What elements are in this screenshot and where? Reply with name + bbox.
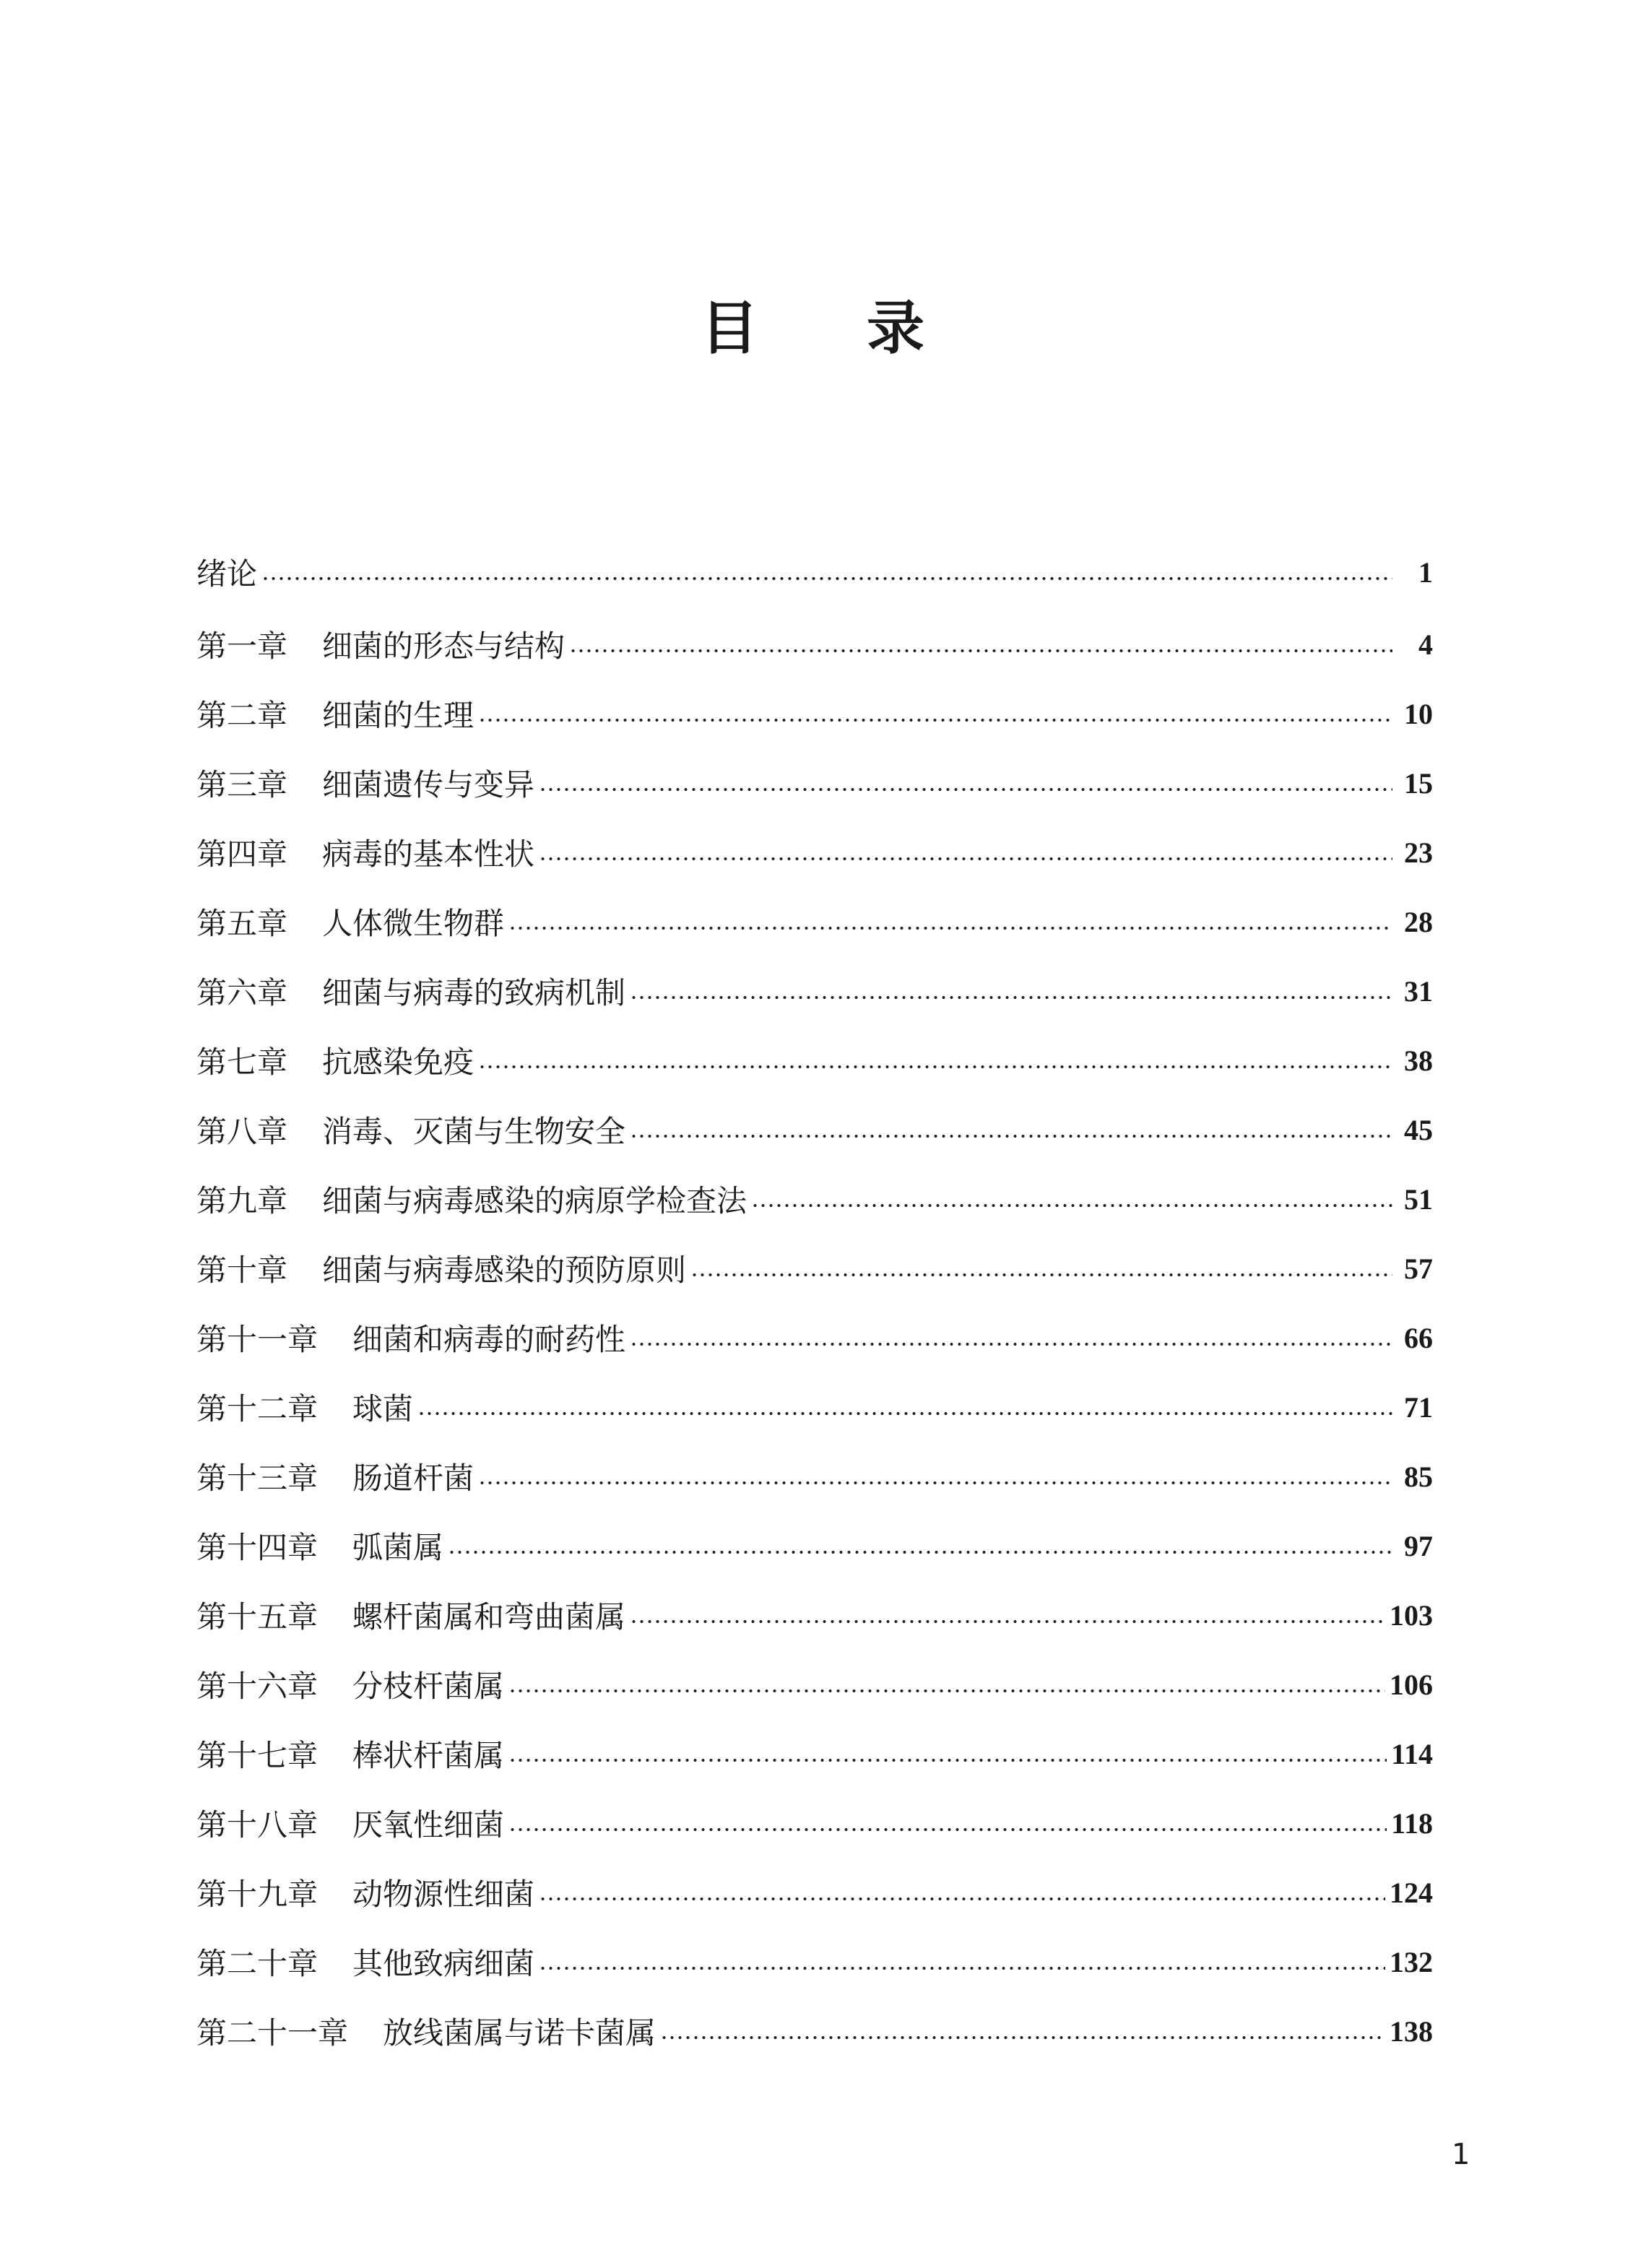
toc-entry[interactable] [196, 1095, 1433, 1164]
toc-chapter-label: 第六章 [196, 975, 288, 1010]
toc-chapter-label: 第四章 [196, 836, 288, 872]
toc-entry[interactable] [196, 1858, 1433, 1927]
toc-chapter-label: 第一章 [196, 628, 288, 664]
toc-dot-leader [539, 857, 1392, 861]
toc-entry-title: 抗感染免疫 [322, 1044, 474, 1080]
toc-page-number: 10 [1404, 697, 1433, 730]
toc-entry[interactable] [196, 1719, 1433, 1788]
toc-dot-leader [478, 1065, 1392, 1069]
toc-chapter-label: 第二十章 [196, 1946, 318, 1981]
page-title [0, 289, 1625, 368]
toc-chapter-label: 第十一章 [196, 1322, 318, 1357]
toc-dot-leader [539, 1897, 1385, 1901]
toc-page-number: 66 [1404, 1321, 1433, 1354]
toc-entry-title: 细菌与病毒的致病机制 [322, 975, 626, 1010]
toc-page-number: 118 [1391, 1806, 1433, 1840]
toc-entry-title: 细菌的形态与结构 [322, 628, 566, 664]
toc-dot-leader [508, 1758, 1387, 1762]
toc-entry-title: 厌氧性细菌 [352, 1807, 505, 1843]
toc-entry-title: 细菌和病毒的耐药性 [352, 1322, 626, 1357]
toc-dot-leader [539, 1966, 1385, 1970]
toc-page-number: 138 [1390, 2014, 1433, 2048]
toc-chapter-label: 第十八章 [196, 1807, 318, 1843]
toc-entry-title: 消毒、灭菌与生物安全 [322, 1114, 626, 1149]
toc-page-number: 4 [1418, 628, 1433, 661]
toc-entry-title: 绪论 [196, 556, 258, 592]
toc-page-number: 97 [1404, 1529, 1433, 1562]
toc-chapter-label: 第十九章 [196, 1877, 318, 1912]
toc-entry-title: 细菌遗传与变异 [322, 767, 535, 802]
toc-entry-title: 弧菌属 [352, 1530, 444, 1565]
toc-chapter-label: 第二十一章 [196, 2015, 349, 2051]
toc-page-number: 31 [1404, 974, 1433, 1008]
title-char-left: 目 [701, 295, 758, 362]
toc-entry[interactable] [196, 1303, 1433, 1372]
toc-dot-leader [508, 1827, 1387, 1832]
toc-dot-leader [478, 718, 1392, 722]
toc-dot-leader [448, 1550, 1392, 1554]
toc-entry-title: 细菌的生理 [322, 698, 474, 733]
toc-entry[interactable] [196, 1442, 1433, 1511]
toc-entry-title: 细菌与病毒感染的预防原则 [322, 1252, 687, 1288]
toc-entry[interactable] [196, 1511, 1433, 1580]
toc-entry-title: 棒状杆菌属 [352, 1738, 505, 1773]
toc-page-number: 1 [1418, 555, 1433, 589]
toc-entry[interactable] [196, 1026, 1433, 1095]
toc-entry[interactable] [196, 534, 1433, 610]
toc-chapter-label: 第二章 [196, 698, 288, 733]
toc-entry[interactable] [196, 610, 1433, 679]
toc-dot-leader [660, 2035, 1385, 2040]
toc-chapter-label: 第七章 [196, 1044, 288, 1080]
toc-page-number: 106 [1390, 1668, 1433, 1701]
toc-entry[interactable] [196, 1372, 1433, 1442]
toc-entry[interactable] [196, 1164, 1433, 1234]
toc-entry-title: 人体微生物群 [322, 906, 505, 941]
toc-dot-leader [539, 787, 1392, 792]
toc-chapter-label: 第十七章 [196, 1738, 318, 1773]
toc-dot-leader [630, 1619, 1385, 1624]
toc-page-number: 124 [1390, 1876, 1433, 1909]
table-of-contents [196, 534, 1433, 2066]
toc-entry[interactable] [196, 1788, 1433, 1858]
toc-chapter-label: 第三章 [196, 767, 288, 802]
toc-entry-title: 螺杆菌属和弯曲菌属 [352, 1599, 626, 1635]
toc-entry-title: 肠道杆菌 [352, 1460, 474, 1496]
toc-dot-leader [751, 1203, 1392, 1208]
toc-chapter-label: 第九章 [196, 1183, 288, 1219]
toc-chapter-label: 第十二章 [196, 1391, 318, 1427]
toc-page-number: 85 [1404, 1460, 1433, 1493]
toc-entry[interactable] [196, 956, 1433, 1026]
toc-page-number: 57 [1404, 1252, 1433, 1285]
toc-page-number: 38 [1404, 1044, 1433, 1077]
toc-dot-leader [508, 1689, 1385, 1693]
toc-dot-leader [690, 1273, 1392, 1277]
toc-page-number: 71 [1404, 1390, 1433, 1424]
toc-chapter-label: 第十章 [196, 1252, 288, 1288]
toc-page-number: 45 [1404, 1113, 1433, 1146]
toc-chapter-label: 第十三章 [196, 1460, 318, 1496]
toc-page-number: 28 [1404, 905, 1433, 938]
toc-entry-title: 分枝杆菌属 [352, 1668, 505, 1704]
toc-chapter-label: 第五章 [196, 906, 288, 941]
toc-entry[interactable] [196, 679, 1433, 748]
toc-chapter-label: 第十六章 [196, 1668, 318, 1704]
toc-chapter-label: 第八章 [196, 1114, 288, 1149]
toc-entry[interactable] [196, 748, 1433, 818]
toc-entry[interactable] [196, 818, 1433, 887]
toc-dot-leader [261, 576, 1392, 581]
toc-dot-leader [569, 649, 1392, 653]
toc-entry-title: 其他致病细菌 [352, 1946, 535, 1981]
toc-dot-leader [478, 1481, 1392, 1485]
toc-entry[interactable] [196, 887, 1433, 956]
toc-entry[interactable] [196, 1650, 1433, 1719]
toc-chapter-label: 第十四章 [196, 1530, 318, 1565]
toc-page-number: 114 [1391, 1737, 1433, 1770]
toc-entry[interactable] [196, 1996, 1433, 2066]
toc-entry-title: 动物源性细菌 [352, 1877, 535, 1912]
toc-entry[interactable] [196, 1927, 1433, 1996]
toc-page-number: 103 [1390, 1598, 1433, 1632]
toc-dot-leader [630, 1134, 1392, 1138]
toc-entry[interactable] [196, 1234, 1433, 1303]
toc-entry[interactable] [196, 1580, 1433, 1650]
toc-dot-leader [417, 1411, 1392, 1416]
toc-entry-title: 细菌与病毒感染的病原学检查法 [322, 1183, 748, 1219]
toc-page-number: 15 [1404, 766, 1433, 800]
page-number: 1 [1452, 2138, 1470, 2171]
toc-entry-title: 球菌 [352, 1391, 414, 1427]
toc-entry-title: 病毒的基本性状 [322, 836, 535, 872]
title-char-right: 录 [867, 295, 924, 362]
toc-page-number: 132 [1390, 1945, 1433, 1978]
toc-page-number: 23 [1404, 836, 1433, 869]
toc-dot-leader [508, 926, 1392, 930]
toc-entry-title: 放线菌属与诺卡菌属 [383, 2015, 656, 2051]
toc-chapter-label: 第十五章 [196, 1599, 318, 1635]
toc-dot-leader [630, 1342, 1392, 1346]
toc-dot-leader [630, 995, 1392, 1000]
toc-page-number: 51 [1404, 1182, 1433, 1216]
